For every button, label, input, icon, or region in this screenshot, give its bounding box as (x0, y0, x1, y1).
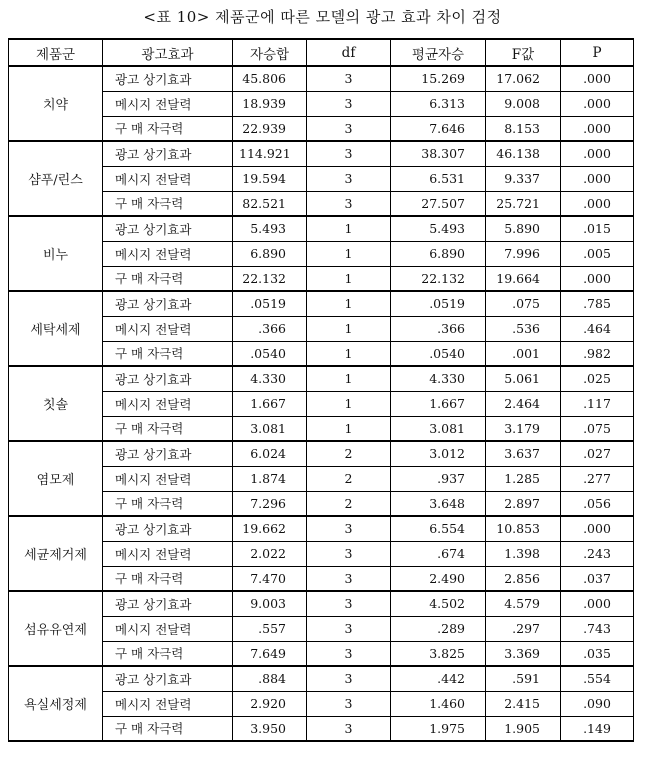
df-cell: 3 (307, 716, 391, 741)
f-value-cell: 1.398 (486, 541, 561, 566)
product-group-cell: 염모제 (9, 441, 103, 516)
f-value-cell: 5.890 (486, 216, 561, 241)
sum-of-squares-cell: 82.521 (233, 191, 307, 216)
df-cell: 1 (307, 216, 391, 241)
table-row (9, 91, 634, 116)
table-row (9, 666, 634, 691)
mean-square-cell: 3.825 (391, 641, 486, 666)
table-row (9, 541, 634, 566)
df-cell: 3 (307, 116, 391, 141)
mean-square-cell: 3.081 (391, 416, 486, 441)
p-value-cell: .277 (561, 466, 634, 491)
df-cell: 1 (307, 366, 391, 391)
f-value-cell: 1.285 (486, 466, 561, 491)
f-value-cell: 2.856 (486, 566, 561, 591)
mean-square-cell: .0519 (391, 291, 486, 316)
p-value-cell: .005 (561, 241, 634, 266)
product-group-cell: 섬유유연제 (9, 591, 103, 666)
df-cell: 3 (307, 91, 391, 116)
df-cell: 1 (307, 291, 391, 316)
p-value-cell: .090 (561, 691, 634, 716)
f-value-cell: 2.464 (486, 391, 561, 416)
f-value-cell: .536 (486, 316, 561, 341)
sum-of-squares-cell: .366 (233, 316, 307, 341)
ad-effect-cell: 광고 상기효과 (103, 141, 233, 166)
f-value-cell: 4.579 (486, 591, 561, 616)
p-value-cell: .037 (561, 566, 634, 591)
sum-of-squares-cell: 3.950 (233, 716, 307, 741)
df-cell: 1 (307, 241, 391, 266)
df-cell: 3 (307, 516, 391, 541)
mean-square-cell: .366 (391, 316, 486, 341)
df-cell: 3 (307, 616, 391, 641)
p-value-cell: .000 (561, 91, 634, 116)
header-sum-of-squares: 자승합 (233, 39, 307, 66)
sum-of-squares-cell: 9.003 (233, 591, 307, 616)
p-value-cell: .075 (561, 416, 634, 441)
mean-square-cell: 4.330 (391, 366, 486, 391)
p-value-cell: .117 (561, 391, 634, 416)
mean-square-cell: 3.012 (391, 441, 486, 466)
f-value-cell: .591 (486, 666, 561, 691)
header-mean-square: 평균자승 (391, 39, 486, 66)
f-value-cell: 9.008 (486, 91, 561, 116)
f-value-cell: 9.337 (486, 166, 561, 191)
df-cell: 2 (307, 466, 391, 491)
sum-of-squares-cell: 7.470 (233, 566, 307, 591)
mean-square-cell: 6.531 (391, 166, 486, 191)
ad-effect-cell: 구 매 자극력 (103, 416, 233, 441)
ad-effect-cell: 메시지 전달력 (103, 616, 233, 641)
df-cell: 3 (307, 566, 391, 591)
product-group-cell: 비누 (9, 216, 103, 291)
sum-of-squares-cell: 3.081 (233, 416, 307, 441)
f-value-cell: 2.415 (486, 691, 561, 716)
table-row (9, 116, 634, 141)
df-cell: 1 (307, 341, 391, 366)
p-value-cell: .000 (561, 266, 634, 291)
p-value-cell: .785 (561, 291, 634, 316)
p-value-cell: .149 (561, 716, 634, 741)
mean-square-cell: 3.648 (391, 491, 486, 516)
ad-effect-cell: 구 매 자극력 (103, 566, 233, 591)
table-body (9, 66, 634, 741)
sum-of-squares-cell: 2.022 (233, 541, 307, 566)
p-value-cell: .000 (561, 516, 634, 541)
df-cell: 3 (307, 666, 391, 691)
table-row (9, 491, 634, 516)
sum-of-squares-cell: 2.920 (233, 691, 307, 716)
f-value-cell: 8.153 (486, 116, 561, 141)
ad-effect-cell: 메시지 전달력 (103, 391, 233, 416)
anova-table (8, 38, 634, 742)
sum-of-squares-cell: 19.662 (233, 516, 307, 541)
p-value-cell: .000 (561, 591, 634, 616)
table-row (9, 316, 634, 341)
ad-effect-cell: 메시지 전달력 (103, 91, 233, 116)
df-cell: 3 (307, 641, 391, 666)
table-row (9, 616, 634, 641)
p-value-cell: .025 (561, 366, 634, 391)
header-product-group: 제품군 (9, 39, 103, 66)
table-row (9, 291, 634, 316)
mean-square-cell: 1.460 (391, 691, 486, 716)
mean-square-cell: .0540 (391, 341, 486, 366)
mean-square-cell: 1.667 (391, 391, 486, 416)
sum-of-squares-cell: 22.132 (233, 266, 307, 291)
mean-square-cell: 22.132 (391, 266, 486, 291)
mean-square-cell: .289 (391, 616, 486, 641)
product-group-cell: 치약 (9, 66, 103, 141)
p-value-cell: .243 (561, 541, 634, 566)
f-value-cell: 7.996 (486, 241, 561, 266)
ad-effect-cell: 메시지 전달력 (103, 466, 233, 491)
table-row (9, 66, 634, 91)
ad-effect-cell: 구 매 자극력 (103, 191, 233, 216)
ad-effect-cell: 광고 상기효과 (103, 441, 233, 466)
p-value-cell: .554 (561, 666, 634, 691)
df-cell: 1 (307, 391, 391, 416)
table-row (9, 366, 634, 391)
sum-of-squares-cell: 7.649 (233, 641, 307, 666)
ad-effect-cell: 광고 상기효과 (103, 216, 233, 241)
mean-square-cell: 15.269 (391, 66, 486, 91)
product-group-cell: 세균제거제 (9, 516, 103, 591)
table-row (9, 266, 634, 291)
mean-square-cell: 2.490 (391, 566, 486, 591)
sum-of-squares-cell: 45.806 (233, 66, 307, 91)
df-cell: 3 (307, 191, 391, 216)
table-caption: <표 10> 제품군에 따른 모델의 광고 효과 차이 검정 (143, 8, 502, 26)
sum-of-squares-cell: .884 (233, 666, 307, 691)
f-value-cell: .297 (486, 616, 561, 641)
p-value-cell: .000 (561, 66, 634, 91)
product-group-cell: 샴푸/린스 (9, 141, 103, 216)
mean-square-cell: 6.554 (391, 516, 486, 541)
sum-of-squares-cell: 1.874 (233, 466, 307, 491)
table-row (9, 516, 634, 541)
f-value-cell: 3.369 (486, 641, 561, 666)
ad-effect-cell: 광고 상기효과 (103, 66, 233, 91)
p-value-cell: .056 (561, 491, 634, 516)
df-cell: 2 (307, 491, 391, 516)
table-row (9, 341, 634, 366)
ad-effect-cell: 구 매 자극력 (103, 116, 233, 141)
p-value-cell: .000 (561, 191, 634, 216)
f-value-cell: .075 (486, 291, 561, 316)
ad-effect-cell: 광고 상기효과 (103, 666, 233, 691)
ad-effect-cell: 구 매 자극력 (103, 491, 233, 516)
mean-square-cell: 27.507 (391, 191, 486, 216)
f-value-cell: .001 (486, 341, 561, 366)
p-value-cell: .743 (561, 616, 634, 641)
header-f-value: F값 (486, 39, 561, 66)
sum-of-squares-cell: 6.024 (233, 441, 307, 466)
ad-effect-cell: 광고 상기효과 (103, 516, 233, 541)
ad-effect-cell: 메시지 전달력 (103, 691, 233, 716)
df-cell: 1 (307, 416, 391, 441)
df-cell: 3 (307, 141, 391, 166)
table-row (9, 691, 634, 716)
sum-of-squares-cell: 19.594 (233, 166, 307, 191)
table-row (9, 441, 634, 466)
sum-of-squares-cell: 6.890 (233, 241, 307, 266)
ad-effect-cell: 메시지 전달력 (103, 166, 233, 191)
p-value-cell: .000 (561, 166, 634, 191)
ad-effect-cell: 구 매 자극력 (103, 716, 233, 741)
p-value-cell: .000 (561, 141, 634, 166)
table-row (9, 166, 634, 191)
header-df: df (307, 39, 391, 66)
f-value-cell: 5.061 (486, 366, 561, 391)
product-group-cell: 칫솔 (9, 366, 103, 441)
table-row (9, 191, 634, 216)
ad-effect-cell: 메시지 전달력 (103, 241, 233, 266)
f-value-cell: 17.062 (486, 66, 561, 91)
ad-effect-cell: 구 매 자극력 (103, 266, 233, 291)
ad-effect-cell: 메시지 전달력 (103, 541, 233, 566)
ad-effect-cell: 구 매 자극력 (103, 341, 233, 366)
df-cell: 2 (307, 441, 391, 466)
mean-square-cell: .937 (391, 466, 486, 491)
sum-of-squares-cell: 7.296 (233, 491, 307, 516)
sum-of-squares-cell: .0519 (233, 291, 307, 316)
table-row (9, 141, 634, 166)
sum-of-squares-cell: 114.921 (233, 141, 307, 166)
f-value-cell: 2.897 (486, 491, 561, 516)
p-value-cell: .035 (561, 641, 634, 666)
sum-of-squares-cell: 18.939 (233, 91, 307, 116)
mean-square-cell: 4.502 (391, 591, 486, 616)
f-value-cell: 10.853 (486, 516, 561, 541)
df-cell: 3 (307, 691, 391, 716)
table-row (9, 466, 634, 491)
ad-effect-cell: 광고 상기효과 (103, 291, 233, 316)
table-row (9, 641, 634, 666)
mean-square-cell: 7.646 (391, 116, 486, 141)
p-value-cell: .982 (561, 341, 634, 366)
f-value-cell: 19.664 (486, 266, 561, 291)
table-row (9, 716, 634, 741)
header-row (9, 39, 634, 66)
p-value-cell: .015 (561, 216, 634, 241)
f-value-cell: 3.637 (486, 441, 561, 466)
table-row (9, 216, 634, 241)
p-value-cell: .464 (561, 316, 634, 341)
product-group-cell: 세탁세제 (9, 291, 103, 366)
mean-square-cell: .674 (391, 541, 486, 566)
df-cell: 3 (307, 166, 391, 191)
mean-square-cell: .442 (391, 666, 486, 691)
df-cell: 1 (307, 266, 391, 291)
mean-square-cell: 38.307 (391, 141, 486, 166)
f-value-cell: 1.905 (486, 716, 561, 741)
p-value-cell: .027 (561, 441, 634, 466)
df-cell: 1 (307, 316, 391, 341)
sum-of-squares-cell: 22.939 (233, 116, 307, 141)
ad-effect-cell: 광고 상기효과 (103, 366, 233, 391)
table-row (9, 241, 634, 266)
table-row (9, 391, 634, 416)
mean-square-cell: 6.313 (391, 91, 486, 116)
header-ad-effect: 광고효과 (103, 39, 233, 66)
df-cell: 3 (307, 591, 391, 616)
df-cell: 3 (307, 66, 391, 91)
mean-square-cell: 6.890 (391, 241, 486, 266)
p-value-cell: .000 (561, 116, 634, 141)
sum-of-squares-cell: .0540 (233, 341, 307, 366)
sum-of-squares-cell: 4.330 (233, 366, 307, 391)
sum-of-squares-cell: 1.667 (233, 391, 307, 416)
ad-effect-cell: 메시지 전달력 (103, 316, 233, 341)
header-p-value: P (561, 39, 634, 66)
sum-of-squares-cell: .557 (233, 616, 307, 641)
f-value-cell: 3.179 (486, 416, 561, 441)
table-row (9, 566, 634, 591)
table-row (9, 591, 634, 616)
df-cell: 3 (307, 541, 391, 566)
ad-effect-cell: 광고 상기효과 (103, 591, 233, 616)
sum-of-squares-cell: 5.493 (233, 216, 307, 241)
f-value-cell: 25.721 (486, 191, 561, 216)
mean-square-cell: 1.975 (391, 716, 486, 741)
f-value-cell: 46.138 (486, 141, 561, 166)
mean-square-cell: 5.493 (391, 216, 486, 241)
product-group-cell: 욕실세정제 (9, 666, 103, 741)
table-row (9, 416, 634, 441)
ad-effect-cell: 구 매 자극력 (103, 641, 233, 666)
